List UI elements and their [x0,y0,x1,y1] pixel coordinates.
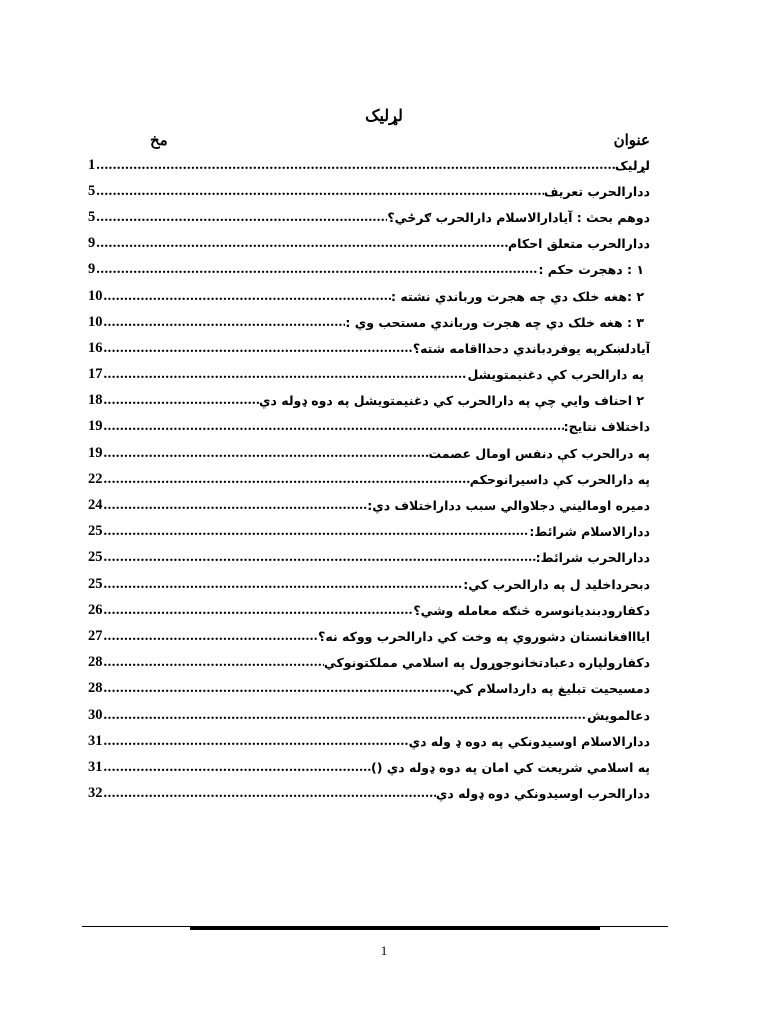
toc-entry-label: دوهم بحث : آيادارالاسلام دارالحرب ګرځي؟ [387,209,650,225]
toc-entry-label: دبحرداخليد ل په دارالحرب کي: [463,576,650,592]
toc-entry-page: 5 [88,208,96,225]
toc-entry-leader [104,340,413,357]
toc-entry-page: 22 [88,470,103,487]
toc-entry-page: 5 [88,182,96,199]
toc-header-title: عنوان [613,133,650,149]
toc-entry [88,650,650,676]
toc-entry [88,152,650,178]
toc-entry-leader [104,366,468,383]
toc-entry-page: 24 [88,497,103,514]
toc-entry-label: ايااافغانستان دشوروي په وخت کي دارالحرب ووکه نه؟ [318,628,650,644]
toc-entry [88,676,650,702]
toc-entry-leader [104,602,414,619]
toc-entry [88,754,650,780]
toc-entry-label: داختلاف نتايج: [563,419,650,435]
toc-entry-leader [96,261,538,278]
toc-entry-label: ٢ :هغه خلک دي چه هجرت ورباندي نشته : [391,288,644,304]
toc-entry [88,623,650,649]
toc-entry-leader [104,654,324,671]
toc-entry-label: دمسيحيت تبليغ په دارداسلام کي [453,681,650,697]
toc-entry [88,492,650,518]
toc-entry-leader [104,680,454,697]
toc-entry-leader [104,418,564,435]
toc-entry [88,414,650,440]
toc-entry-leader [96,235,508,252]
toc-entry-page: 1 [88,156,96,173]
toc-entry-page: 9 [88,235,96,252]
toc-entry-label: په اسلامي شريعت کي امان په دوه ډوله دي () [371,759,650,775]
toc-entry-label: ددارالحرب اوسيدونکي دوه ډوله دي [435,786,650,802]
toc-entry-page: 28 [88,680,103,697]
toc-entry-label: په درالحرب کې دنفس اومال عصمت [428,445,650,461]
toc-entry [88,335,650,361]
page-number: 1 [380,943,388,958]
toc-entry-page: 10 [88,287,103,304]
toc-entry [88,781,650,807]
toc-entry-leader [104,288,392,305]
toc-entry-label: ددارالاسلام شرائط: [529,524,650,540]
toc-entry-leader [104,497,368,514]
toc-entry-label: دميره اوماليني دجلاوالي سبب دداراختلاف دي: [367,498,650,514]
toc-header [110,131,650,151]
toc-entry [88,257,650,283]
toc-entry-leader [104,733,409,750]
toc-entry-leader [104,392,260,409]
toc-entry-label: ددارالاسلام اوسيدونکي په دوه ډ وله دي [408,733,650,749]
table-of-contents [88,152,650,807]
toc-entry [88,466,650,492]
toc-entry [88,204,650,230]
toc-entry-label: ٢ احناف وايي چې په دارالحرب کي دغنيمتويشل په دوه ډوله دي [259,393,644,409]
toc-entry-page: 17 [88,366,103,383]
toc-entry [88,545,650,571]
toc-entry-leader [104,471,470,488]
toc-entry-page: 19 [88,418,103,435]
toc-entry-label: دعالمويش [587,707,650,723]
toc-entry-page: 28 [88,654,103,671]
toc-entry-page: 18 [88,392,103,409]
toc-entry [88,728,650,754]
toc-entry-label: ٣ : هغه خلک دي چه هجرت ورباندي مستحب وي : [345,314,644,330]
toc-entry-leader [104,628,319,645]
toc-entry-page: 30 [88,706,103,723]
toc-entry [88,283,650,309]
toc-entry [88,440,650,466]
toc-entry [88,362,650,388]
toc-entry [88,519,650,545]
toc-entry-label: لړليک [614,157,650,173]
toc-entry-page: 16 [88,339,103,356]
toc-entry-page: 26 [88,601,103,618]
toc-entry [88,571,650,597]
toc-entry-leader [104,314,346,331]
toc-entry [88,597,650,623]
toc-entry-leader [104,549,536,566]
toc-entry-leader [96,157,615,174]
toc-entry-label: ددارالحرب تعريف [543,183,650,199]
toc-entry-label: په دارالحرب کې دغنيمتويشل [467,367,644,383]
toc-entry-page: 31 [88,732,103,749]
toc-entry-page: 10 [88,313,103,330]
toc-entry-leader [104,576,464,593]
toc-entry-page: 25 [88,549,103,566]
toc-entry-label: ددارالحرب متعلق احکام [507,236,650,252]
footer-rule-thick [190,927,600,930]
toc-entry-page: 27 [88,627,103,644]
toc-header-page: مخ [150,133,168,149]
toc-entry-leader [96,209,387,226]
toc-entry-page: 25 [88,523,103,540]
toc-entry-page: 31 [88,758,103,775]
toc-entry-label: دکفارولپاره دعبادتخانوجوړول په اسلامي مملکتونوکي [323,655,650,671]
toc-entry-page: 19 [88,444,103,461]
toc-entry-leader [104,785,436,802]
toc-entry [88,309,650,335]
toc-entry-label: ١ : دهجرت حکم : [538,262,644,278]
toc-entry-label: په دارالحرب کې داسيرانوحکم [469,471,650,487]
toc-title: لړليک [365,108,403,125]
toc-entry-page: 9 [88,261,96,278]
toc-entry-leader [96,183,544,200]
toc-entry-page: 32 [88,785,103,802]
toc-entry [88,388,650,414]
toc-entry-leader [104,445,429,462]
toc-entry-page: 25 [88,575,103,592]
toc-entry-label: دکفارودبنديانوسره څنګه معامله وشي؟ [413,602,650,618]
toc-entry-leader [104,707,588,724]
toc-entry-leader [104,523,530,540]
toc-entry-leader [104,759,372,776]
toc-entry [88,178,650,204]
toc-entry [88,231,650,257]
toc-entry [88,702,650,728]
toc-entry-label: آيادلښکرپه يوفردباندي دحدااقامه شته؟ [412,340,650,356]
toc-entry-label: ددارالحرب شرائط: [535,550,650,566]
